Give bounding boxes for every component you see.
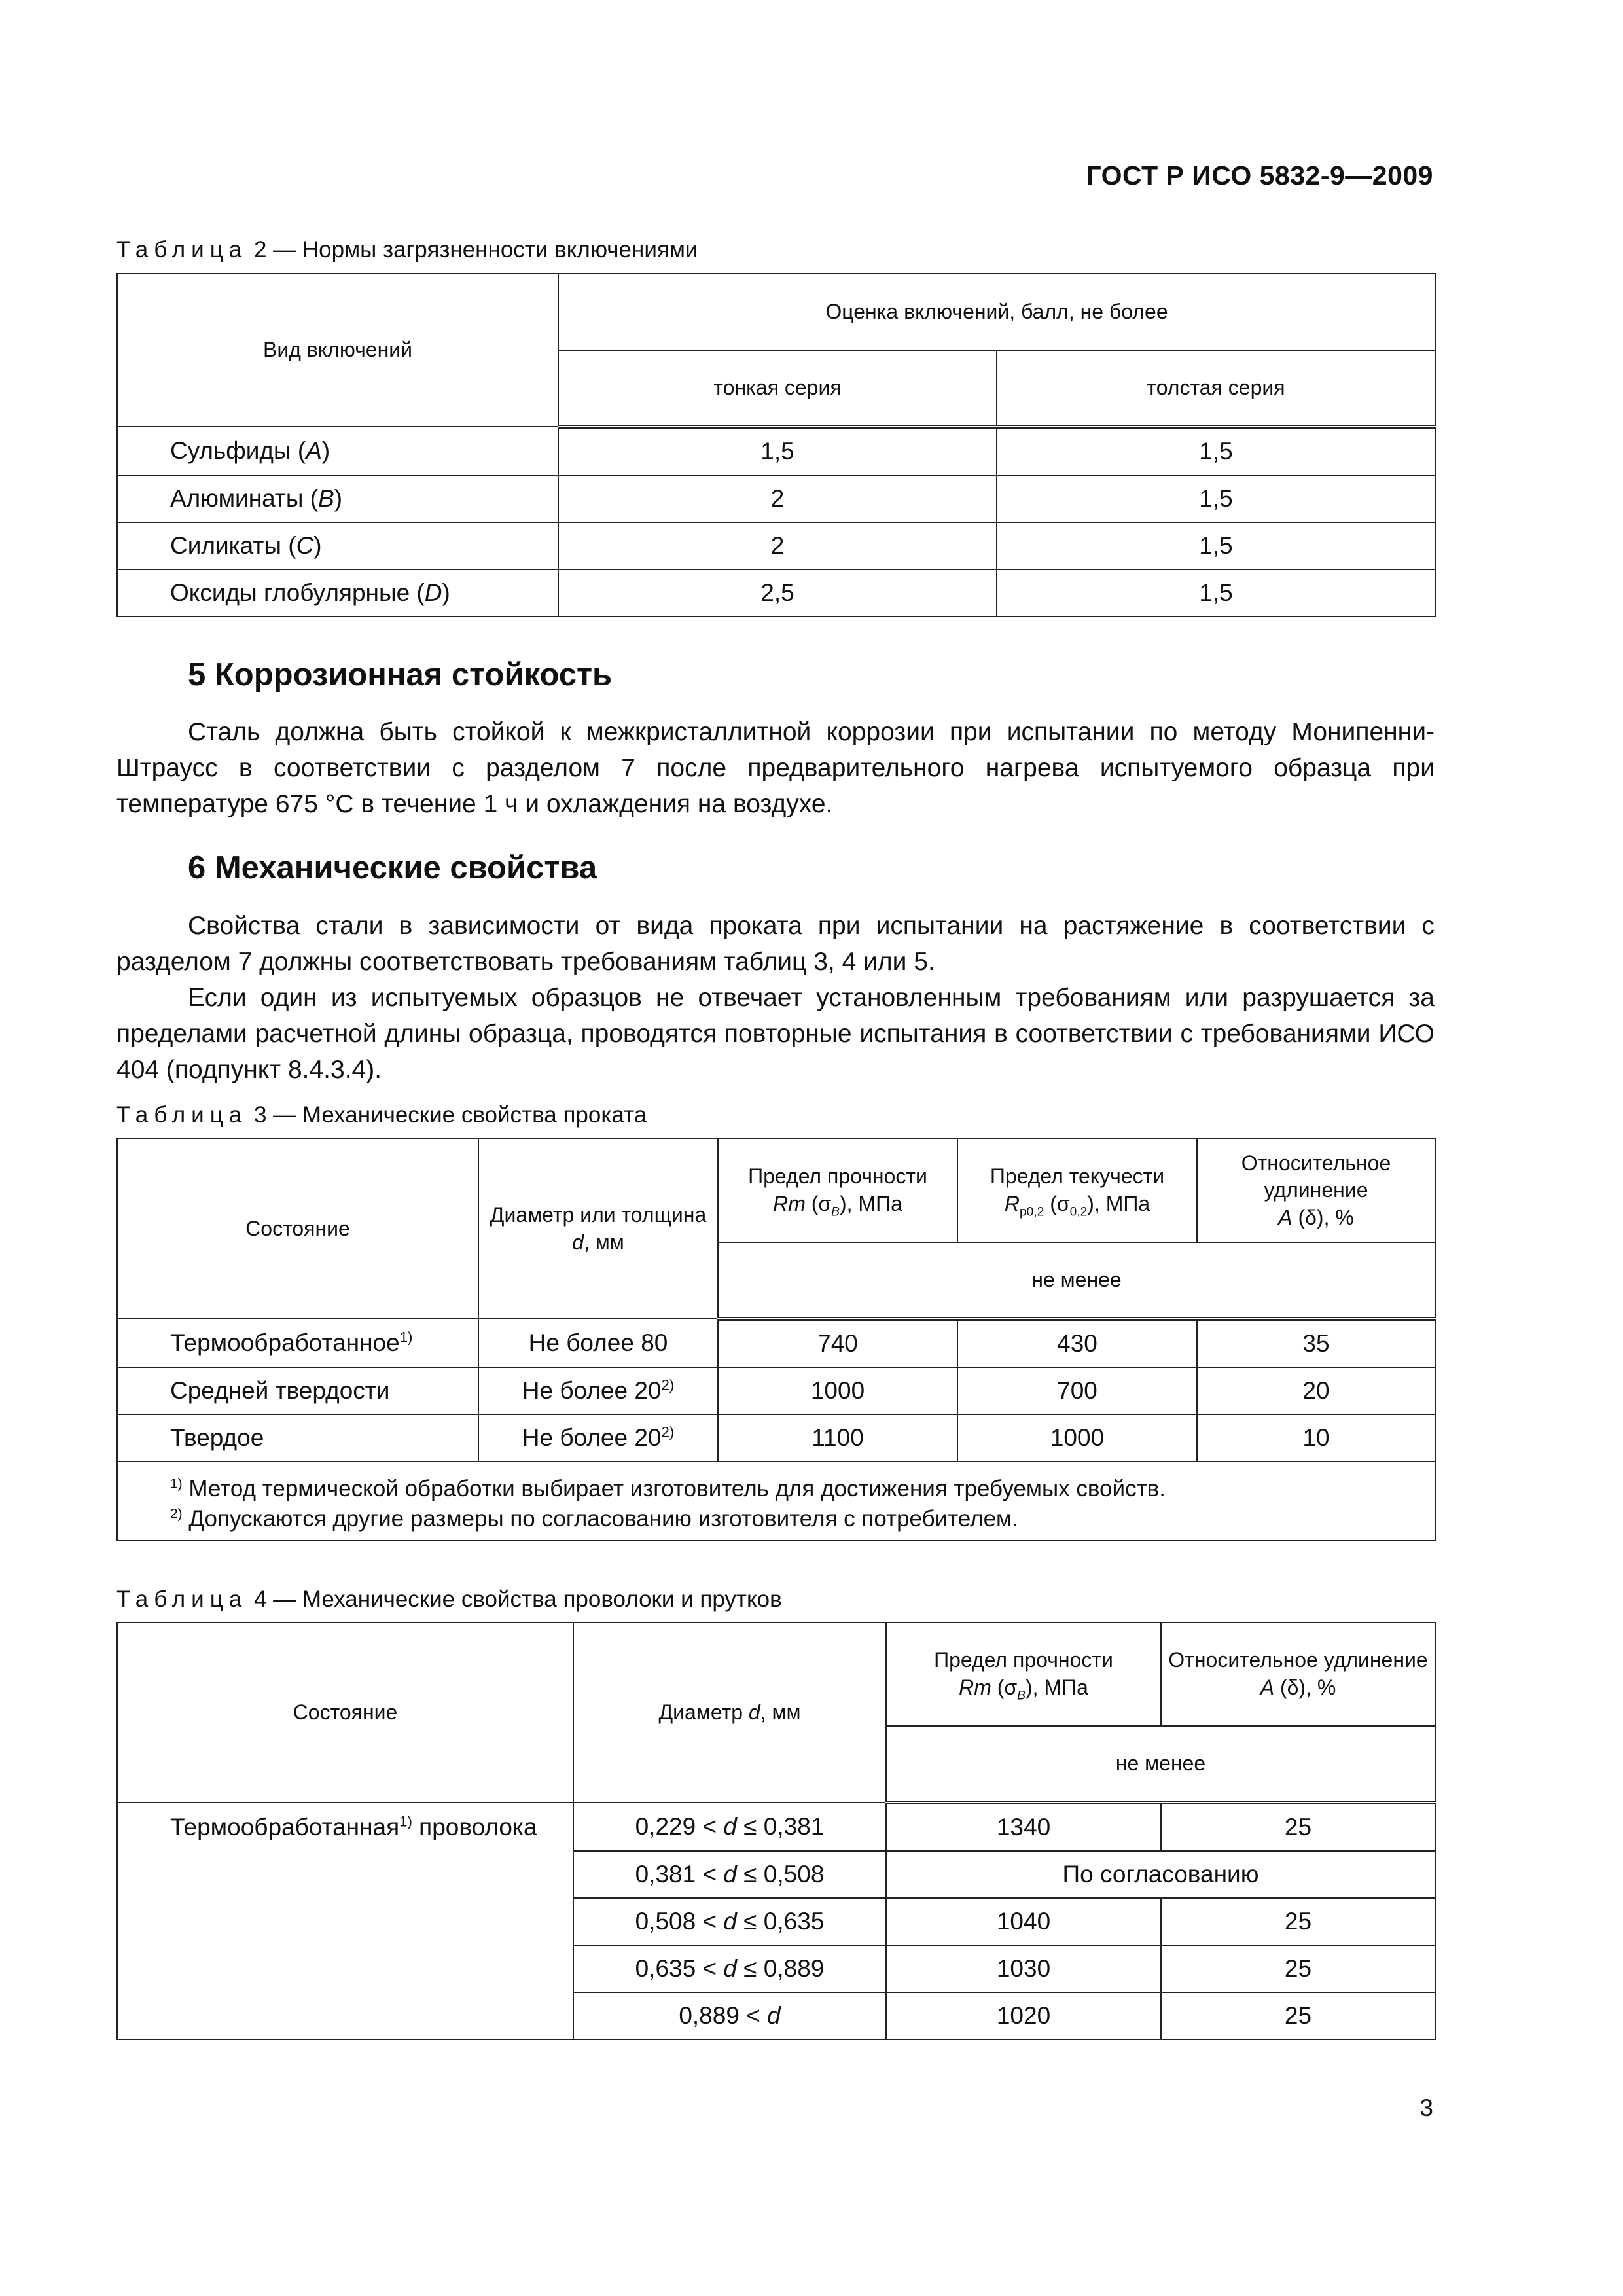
state-cell	[117, 1367, 478, 1414]
header-diameter-symbol: d	[572, 1230, 584, 1254]
rm-symbol: Rm	[959, 1676, 991, 1699]
range-high: ≤ 0,381	[743, 1813, 825, 1840]
header-strength	[886, 1623, 1161, 1726]
elong-unit: (δ), %	[1292, 1205, 1354, 1229]
rp-symbol: R	[1004, 1192, 1020, 1215]
table4	[116, 1622, 1436, 2040]
fine-series-value: 2	[558, 522, 997, 569]
inclusion-label: Сульфиды	[170, 437, 291, 464]
table-row	[117, 1319, 1435, 1367]
document-code: ГОСТ Р ИСО 5832-9—2009	[1086, 160, 1433, 190]
footnote-mark: 2)	[661, 1376, 675, 1393]
header-diameter-unit: , мм	[760, 1700, 801, 1724]
range-symbol: d	[723, 1955, 737, 1982]
note-1	[170, 1474, 1431, 1504]
table-row	[117, 522, 1435, 569]
table-row	[117, 427, 1435, 475]
strength-value: 740	[718, 1319, 957, 1367]
range-symbol: d	[723, 1908, 737, 1935]
state-label: Термообработанная	[170, 1814, 400, 1840]
note-2	[170, 1504, 1431, 1534]
thick-series-value: 1,5	[997, 427, 1435, 475]
table-row	[117, 475, 1435, 522]
elongation-value: 25	[1161, 1945, 1435, 1992]
range-symbol: d	[723, 1861, 737, 1888]
rp-sub: р0,2	[1019, 1205, 1044, 1219]
caption-word: Таблица	[116, 237, 248, 262]
elong-unit: (δ), %	[1274, 1676, 1336, 1699]
range-symbol: d	[723, 1813, 737, 1840]
inclusion-name: Алюминаты (B)	[117, 475, 558, 522]
strength-value: 1020	[886, 1992, 1161, 2039]
elongation-value: 35	[1197, 1319, 1435, 1367]
diameter-range	[573, 1945, 886, 1992]
sigma-open: (σ	[991, 1676, 1018, 1699]
inclusion-label: Силикаты	[170, 532, 281, 559]
inclusion-name: Силикаты (C)	[117, 522, 558, 569]
state-cell	[117, 1803, 573, 2039]
header-yield-label: Предел текучести	[990, 1164, 1165, 1189]
sigma-open: (σ	[1044, 1192, 1070, 1215]
sigma-close: ), МПа	[1025, 1676, 1088, 1699]
diameter-cell	[478, 1319, 718, 1367]
range-high: ≤ 0,508	[743, 1861, 825, 1888]
paragraph: Свойства стали в зависимости от вида проката при испытании на растяжение в соответствии с разделом 7 должны соответствовать требованиям таблиц 3, 4 или 5.	[116, 912, 1435, 976]
strength-value: 1040	[886, 1898, 1161, 1945]
table2	[116, 273, 1436, 617]
range-high: ≤ 0,889	[743, 1955, 825, 1982]
thick-series-value: 1,5	[997, 569, 1435, 617]
page-number: 3	[1419, 2094, 1433, 2121]
strength-value: 1000	[718, 1367, 957, 1414]
table3	[116, 1138, 1436, 1541]
inclusion-label: Алюминаты	[170, 485, 304, 512]
section-6-title: 6 Механические свойства	[188, 850, 597, 886]
fine-series-value: 1,5	[558, 427, 997, 475]
sigma-sub: В	[831, 1205, 840, 1219]
header-not-less: не менее	[886, 1726, 1435, 1803]
range-low: 0,381 <	[635, 1861, 717, 1888]
note-text: Метод термической обработки выбирает изготовитель для достижения требуемых свойств.	[182, 1476, 1166, 1501]
rm-symbol: Rm	[773, 1192, 806, 1215]
header-elongation-label: Относительное удлинение	[1241, 1151, 1391, 1202]
paragraph: Сталь должна быть стойкой к межкристаллитной коррозии при испытании по методу Монипенни-Штраусс в соответствии с разделом 7 после предварительного нагрева испытуемого образца при температуре 675 °С в течение 1 ч и охлаждения на воздухе.	[116, 718, 1435, 818]
fine-series-value: 2,5	[558, 569, 997, 617]
footnote-mark: 1)	[399, 1329, 413, 1346]
header-score: Оценка включений, балл, не более	[558, 274, 1435, 350]
header-diameter-label: Диаметр	[658, 1700, 749, 1724]
header-strength-label: Предел прочности	[748, 1164, 927, 1189]
caption-text: 3 — Механические свойства проката	[253, 1102, 647, 1128]
table3-notes	[117, 1462, 1435, 1541]
elongation-value: 25	[1161, 1898, 1435, 1945]
note-mark: 2)	[170, 1505, 183, 1521]
elongation-value: 20	[1197, 1367, 1435, 1414]
sigma-close: ), МПа	[1087, 1192, 1150, 1215]
header-strength-label: Предел прочности	[934, 1648, 1113, 1672]
elong-symbol: A	[1278, 1205, 1293, 1229]
strength-value: 1030	[886, 1945, 1161, 1992]
note-text: Допускаются другие размеры по согласованию изготовителя с потребителем.	[182, 1505, 1018, 1532]
elong-symbol: A	[1260, 1676, 1275, 1699]
header-thick-series: толстая серия	[997, 350, 1435, 427]
range-high: ≤ 0,635	[743, 1908, 825, 1935]
inclusion-name: Сульфиды (A)	[117, 427, 558, 475]
header-diameter-unit: , мм	[584, 1230, 624, 1254]
header-state: Состояние	[117, 1139, 478, 1319]
inclusion-symbol: C	[296, 532, 314, 559]
header-diameter-symbol: d	[748, 1700, 760, 1724]
yield-value: 700	[957, 1367, 1197, 1414]
header-elongation	[1161, 1623, 1435, 1726]
agreement-value: По согласованию	[886, 1851, 1435, 1898]
header-elongation	[1197, 1139, 1435, 1242]
diameter-value: Не более 80	[528, 1329, 668, 1356]
thick-series-value: 1,5	[997, 475, 1435, 522]
thick-series-value: 1,5	[997, 522, 1435, 569]
footnote-mark: 1)	[399, 1813, 412, 1830]
elongation-value: 10	[1197, 1414, 1435, 1462]
inclusion-symbol: A	[306, 437, 322, 464]
inclusion-label: Оксиды глобулярные	[170, 579, 410, 606]
header-diameter	[478, 1139, 718, 1319]
section-5-title: 5 Коррозионная стойкость	[188, 657, 613, 692]
range-symbol: d	[767, 2002, 781, 2029]
sigma-close: ), МПа	[839, 1192, 902, 1215]
table3-caption	[116, 1102, 647, 1128]
state-label-rest: проволока	[412, 1814, 537, 1840]
strength-value: 1340	[886, 1803, 1161, 1851]
header-inclusion-kind: Вид включений	[117, 274, 558, 427]
elongation-value: 25	[1161, 1992, 1435, 2039]
table-row	[117, 569, 1435, 617]
state-label: Средней твердости	[170, 1377, 390, 1404]
inclusion-name: Оксиды глобулярные (D)	[117, 569, 558, 617]
header-diameter	[573, 1623, 886, 1803]
caption-text: 4 — Механические свойства проволоки и прутков	[253, 1587, 782, 1612]
range-low: 0,229 <	[635, 1813, 717, 1840]
yield-value: 1000	[957, 1414, 1197, 1462]
diameter-value: Не более 20	[522, 1424, 662, 1451]
table-row	[117, 1414, 1435, 1462]
header-state: Состояние	[117, 1623, 573, 1803]
table4-caption	[116, 1587, 782, 1613]
diameter-range	[573, 1851, 886, 1898]
inclusion-symbol: D	[424, 579, 442, 606]
range-low: 0,508 <	[635, 1908, 717, 1935]
state-cell	[117, 1414, 478, 1462]
caption-word: Таблица	[116, 1587, 248, 1612]
sigma-sub: 0,2	[1069, 1205, 1088, 1219]
section-5-text	[116, 714, 1435, 822]
section-6-text	[116, 908, 1435, 1088]
header-not-less: не менее	[718, 1242, 1435, 1319]
strength-value: 1100	[718, 1414, 957, 1462]
diameter-range	[573, 1898, 886, 1945]
note-mark: 1)	[170, 1476, 183, 1492]
header-yield	[957, 1139, 1197, 1242]
table-row	[117, 1367, 1435, 1414]
sigma-sub: В	[1017, 1689, 1026, 1703]
diameter-range	[573, 1803, 886, 1851]
state-label: Твердое	[170, 1424, 264, 1451]
header-diameter-label: Диаметр или толщина	[490, 1202, 707, 1227]
yield-value: 430	[957, 1319, 1197, 1367]
table2-caption	[116, 237, 698, 263]
diameter-cell	[478, 1367, 718, 1414]
diameter-cell	[478, 1414, 718, 1462]
state-label: Термообработанное	[170, 1329, 400, 1356]
header-fine-series: тонкая серия	[558, 350, 997, 427]
diameter-range	[573, 1992, 886, 2039]
elongation-value: 25	[1161, 1803, 1435, 1851]
range-low: 0,889 <	[679, 2002, 760, 2029]
diameter-value: Не более 20	[522, 1377, 662, 1404]
caption-word: Таблица	[116, 1102, 248, 1128]
header-strength	[718, 1139, 957, 1242]
range-low: 0,635 <	[635, 1955, 717, 1982]
inclusion-symbol: B	[318, 485, 334, 512]
paragraph: Если один из испытуемых образцов не отвечает установленным требованиям или разрушается за пределами расчетной длины образца, проводятся повторные испытания в соответствии с требованиями ИСО 404 (подпункт 8.4.3.4).	[116, 984, 1435, 1084]
table-row	[117, 1803, 1435, 1851]
header-elongation-label: Относительное удлинение	[1168, 1648, 1428, 1672]
state-cell	[117, 1319, 478, 1367]
footnote-mark: 2)	[661, 1424, 675, 1441]
sigma-open: (σ	[805, 1192, 832, 1215]
fine-series-value: 2	[558, 475, 997, 522]
caption-text: 2 — Нормы загрязненности включениями	[253, 237, 698, 262]
